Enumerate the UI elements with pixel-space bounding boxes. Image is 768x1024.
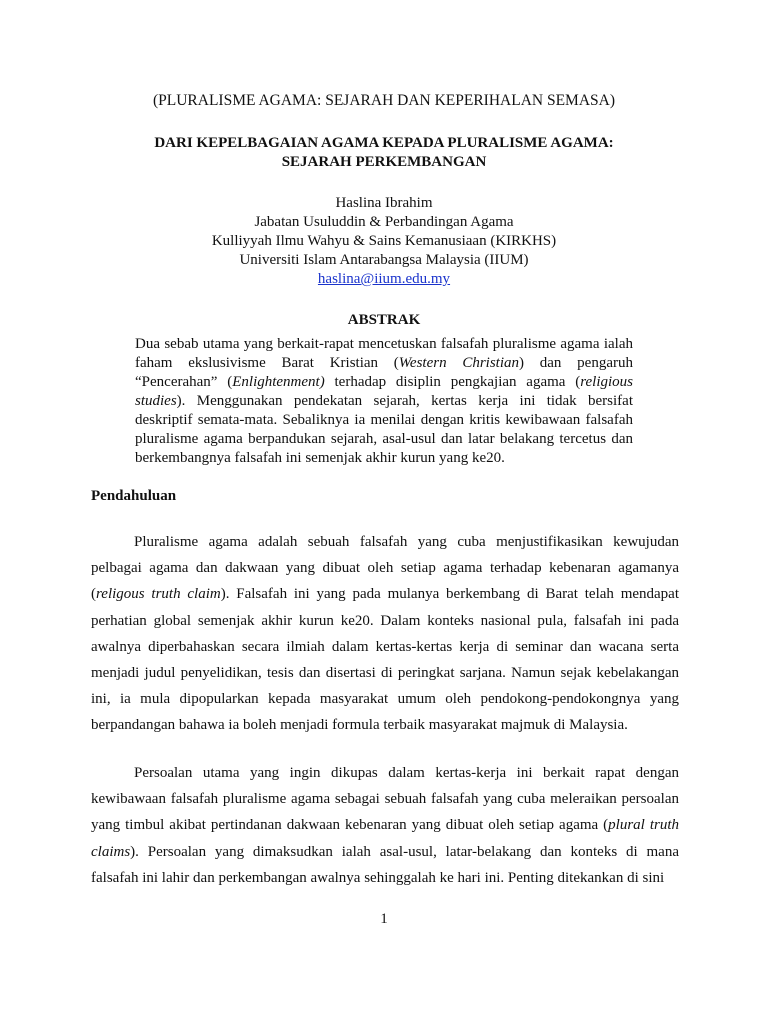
abstract-text-3: terhadap disiplin pengkajian agama ( <box>324 374 581 390</box>
abstract-italic-western-christian: Western Christian <box>398 355 520 371</box>
abstract-text-1: Dua sebab utama yang berkait-rapat mencetuskan falsafah pluralisme agama ialah faham ekslusivisme Barat Kristian ( <box>135 336 633 371</box>
paper-title <box>0 134 768 172</box>
author-block <box>0 194 768 289</box>
author-email-link[interactable]: haslina@iium.edu.my <box>317 271 451 287</box>
series-title: (PLURALISME AGAMA: SEJARAH DAN KEPERIHALAN SEMASA) <box>152 92 615 109</box>
author-university: Universiti Islam Antarabangsa Malaysia (IIUM) <box>239 252 529 268</box>
paragraph-1-text-b: ). Falsafah ini yang pada mulanya berkembang di Barat telah mendapat perhatian global semenjak akhir kurun ke20. Dalam konteks nasional pula, falsafah ini pada awalnya diperbahaskan secara ilmiah dalam kertas-kertas kerja di seminar dan wacana serta menjadi judul penyelidikan, tesis dan disertasi di peringkat sarjana. Namun sejak kebelakangan ini, ia mula dipopularkan kepada masyarakat umum oleh pendokong-pendokongnya yang berpandangan bahawa ia boleh menjadi formula terbaik masyarakat majmuk di Malaysia. <box>91 586 680 734</box>
page-number: 1 <box>380 911 388 927</box>
paragraph-2-italic: plural truth claims <box>91 817 679 860</box>
paragraph-2-text-a: Persoalan utama yang ingin dikupas dalam kertas-kerja ini berkait rapat dengan kewibawaan falsafah pluralisme agama sebagai sebuah falsafah yang cuba meleraikan persoalan yang timbul akibat pertindanan dakwaan kebenaran yang dibuat oleh setiap agama ( <box>91 765 679 834</box>
paragraph-1 <box>91 529 679 739</box>
author-name: Haslina Ibrahim <box>335 195 433 211</box>
paragraph-1-text-a: Pluralisme agama adalah sebuah falsafah yang cuba menjustifikasikan kewujudan pelbagai agama dan dakwaan yang dibuat oleh setiap agama terhadap kebenaran agamanya ( <box>91 534 679 603</box>
paper-title-line-1: DARI KEPELBAGAIAN AGAMA KEPADA PLURALISME AGAMA: <box>154 135 614 151</box>
abstract-text-4: ). Menggunakan pendekatan sejarah, kertas kerja ini tidak bersifat deskriptif semata-mata. Sebaliknya ia menilai dengan kritis kewibawaan falsafah pluralisme agama berpandukan sejarah, asal-usul dan latar belakang tercetus dan berkembangnya falsafah ini semenjak akhir kurun yang ke20. <box>135 393 633 466</box>
paragraph-2 <box>91 760 679 891</box>
author-department: Jabatan Usuluddin & Perbandingan Agama <box>254 214 514 230</box>
abstract-body <box>135 335 633 468</box>
abstract-text-2: ) dan pengaruh “Pencerahan” ( <box>135 355 633 390</box>
abstract-italic-enlightenment: Enlightenment) <box>232 374 325 390</box>
abstract-italic-religious-studies: religious studies <box>135 374 634 409</box>
paragraph-1-italic: religous truth claim <box>96 586 221 603</box>
author-faculty: Kulliyyah Ilmu Wahyu & Sains Kemanusiaan (KIRKHS) <box>211 233 557 249</box>
paragraph-2-text-b: ). Persoalan yang dimaksudkan ialah asal-usul, latar-belakang dan konteks di mana falsafah ini lahir dan perkembangan awalnya sehinggalah ke hari ini. Penting ditekankan di sini <box>91 843 679 886</box>
paper-title-line-2: SEJARAH PERKEMBANGAN <box>281 154 487 170</box>
abstract-heading: ABSTRAK <box>347 312 421 328</box>
section-heading: Pendahuluan <box>91 488 177 504</box>
